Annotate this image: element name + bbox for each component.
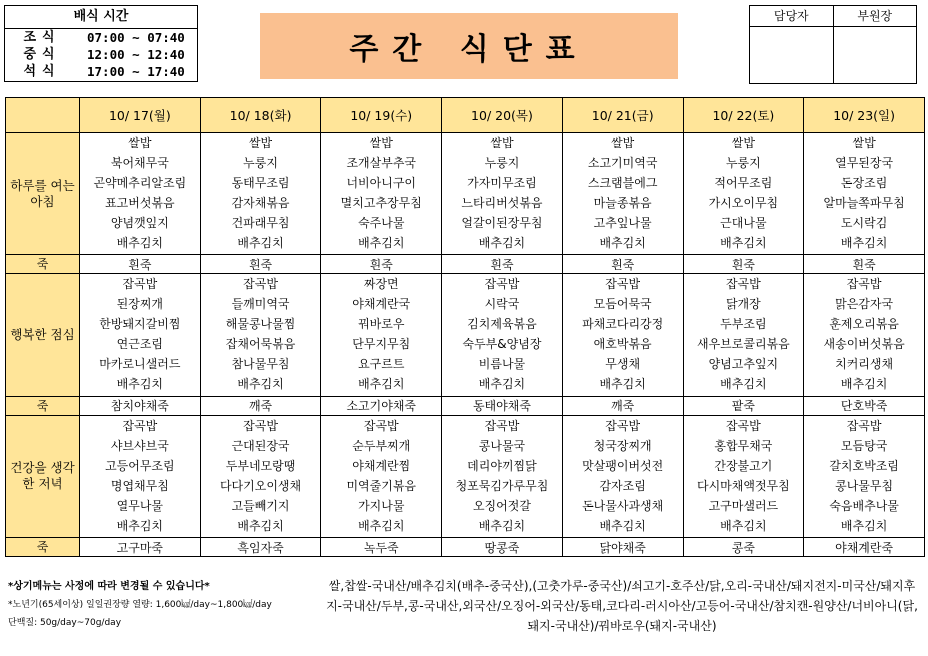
origin-info: 쌀,찹쌀-국내산/배추김치(배추-중국산),(고춧가루-중국산)/쇠고기-호주산/닭,오리-국내산/돼지전지-미국산/돼지후지-국내산/두부,콩-국내산,외국산/오징어-외국산/동태,코다리-러시아산/고등어-국내산/참치캔-원양산/너비아니(닭,돼지-국내산)/꿔바로우(돼지-국내산) xyxy=(326,579,918,633)
dish-item: 배추김치 xyxy=(720,518,767,533)
meal-time-row-breakfast xyxy=(5,29,197,46)
meal-label-lunch: 행복한 점심 xyxy=(6,274,80,396)
dish-item: 조개살부추국 xyxy=(346,156,417,170)
dish-item: 두부네모랑땡 xyxy=(225,458,296,473)
dish-item: 너비아니구이 xyxy=(346,176,417,190)
notes xyxy=(8,578,318,632)
dish-item: 알마늘쪽파무침 xyxy=(823,196,905,210)
day-header: 10/ 20(목) xyxy=(442,98,563,133)
corner-cell xyxy=(6,98,80,133)
dish-item: 감자조림 xyxy=(599,478,646,493)
dish-item: 배추김치 xyxy=(840,518,888,533)
meal-cell xyxy=(200,415,321,537)
meal-cell xyxy=(80,415,201,537)
meal-time-label: 중식 xyxy=(23,47,61,62)
meal-cell xyxy=(200,274,321,396)
dish-item: 양념고추잎지 xyxy=(708,357,779,372)
day-header: 10/ 19(수) xyxy=(321,98,442,133)
dish-item: 잡곡밥 xyxy=(243,418,278,433)
meal-time-label: 조식 xyxy=(23,30,61,45)
dish-item: 청국장찌개 xyxy=(593,438,652,453)
dish-item: 무생채 xyxy=(605,357,641,372)
dish-item: 얼갈이된장무침 xyxy=(461,216,543,230)
day-header-row xyxy=(6,98,925,133)
dish-item: 마늘종볶음 xyxy=(593,196,652,210)
dish-item: 배추김치 xyxy=(840,236,888,250)
dish-item: 파채코다리강정 xyxy=(582,317,664,332)
porridge-cell: 동태야채죽 xyxy=(442,396,563,415)
porridge-label: 죽 xyxy=(6,538,80,557)
dish-item: 열무나물 xyxy=(116,498,164,513)
day-header: 10/ 22(토) xyxy=(683,98,804,133)
dish-item: 배추김치 xyxy=(116,236,164,250)
dish-item: 다다기오이생채 xyxy=(219,478,302,493)
dish-item: 배추김치 xyxy=(478,236,526,250)
approval-manager-label: 담당자 xyxy=(750,6,833,27)
dish-item: 콩나물국 xyxy=(478,438,526,453)
dish-item: 쌀밥 xyxy=(852,136,876,150)
dish-item: 명엽채무침 xyxy=(110,478,169,493)
porridge-cell: 흰죽 xyxy=(80,255,201,274)
dish-item: 맑은감자국 xyxy=(835,297,894,312)
dish-item: 간장불고기 xyxy=(714,458,773,473)
meal-cell xyxy=(683,415,804,537)
dish-item: 잡곡밥 xyxy=(363,418,399,433)
dish-item: 배추김치 xyxy=(720,377,767,392)
day-header: 10/ 17(월) xyxy=(80,98,201,133)
dish-item: 고구마샐러드 xyxy=(708,498,779,513)
meal-cell xyxy=(804,133,925,255)
dish-item: 잡곡밥 xyxy=(725,418,761,433)
meal-cell xyxy=(562,415,683,537)
dish-item: 미역줄기볶음 xyxy=(346,478,417,493)
approval-manager-column xyxy=(750,6,833,83)
dish-item: 도시락김 xyxy=(840,216,888,230)
porridge-row-breakfast xyxy=(6,255,925,274)
meal-label-dinner: 건강을 생각한 저녁 xyxy=(6,415,80,537)
dish-item: 꿔바로우 xyxy=(358,317,405,332)
dish-item: 배추김치 xyxy=(358,377,405,392)
dish-item: 느타리버섯볶음 xyxy=(461,196,543,210)
meal-cell xyxy=(321,415,442,537)
dish-item: 배추김치 xyxy=(358,518,405,533)
dish-item: 모듬어묵국 xyxy=(593,297,652,312)
dish-item: 근대나물 xyxy=(720,216,767,230)
meal-cell xyxy=(804,415,925,537)
dish-item: 참나물무침 xyxy=(231,357,290,372)
dish-item: 쌀밥 xyxy=(490,136,514,150)
porridge-cell: 흰죽 xyxy=(200,255,321,274)
dish-item: 연근조림 xyxy=(116,337,164,352)
dish-item: 가자미무조림 xyxy=(467,176,537,190)
dish-item: 잡곡밥 xyxy=(243,277,278,292)
dish-item: 숙음배추나물 xyxy=(829,498,899,513)
porridge-cell: 단호박죽 xyxy=(804,396,925,415)
dish-item: 배추김치 xyxy=(720,236,767,250)
dish-item: 새송이버섯볶음 xyxy=(823,337,905,352)
dish-item: 잡채어묵볶음 xyxy=(225,337,296,352)
dish-item: 배추김치 xyxy=(116,377,164,392)
dish-item: 잡곡밥 xyxy=(605,418,641,433)
porridge-cell: 깨죽 xyxy=(200,396,321,415)
meal-row-breakfast xyxy=(6,133,925,255)
porridge-cell: 흰죽 xyxy=(442,255,563,274)
dish-item: 배추김치 xyxy=(599,518,646,533)
dish-item: 마카로니샐러드 xyxy=(99,357,181,372)
dish-item: 북어채무국 xyxy=(110,156,169,170)
dish-item: 맛살팽이버섯전 xyxy=(582,458,664,473)
dish-item: 청포묵김가루무침 xyxy=(455,478,549,493)
dish-item: 단무지무침 xyxy=(352,337,411,352)
meal-cell xyxy=(804,274,925,396)
dish-item: 쌀밥 xyxy=(369,136,393,150)
notes-change-notice: *상기메뉴는 사정에 따라 변경될 수 있습니다* xyxy=(8,581,210,592)
dish-item: 오징어젓갈 xyxy=(472,498,531,513)
weekly-menu-table xyxy=(5,97,925,557)
meal-time-value: 07:00 ~ 07:40 xyxy=(87,30,185,45)
dish-item: 다시마채액젓무침 xyxy=(696,478,790,493)
notes-protein-recommendation: 단백질: 50g/day~70g/day xyxy=(8,618,122,628)
dish-item: 해물콩나물찜 xyxy=(225,317,296,332)
meal-cell xyxy=(321,133,442,255)
dish-item: 치커리생채 xyxy=(835,357,894,372)
dish-item: 양념깻잎지 xyxy=(110,216,169,230)
dish-item: 가시오이무침 xyxy=(708,196,779,210)
meal-cell xyxy=(683,274,804,396)
day-header: 10/ 18(화) xyxy=(200,98,321,133)
meal-time-label: 석식 xyxy=(23,64,61,79)
day-header: 10/ 21(금) xyxy=(562,98,683,133)
dish-item: 순두부찌개 xyxy=(352,438,411,453)
dish-item: 배추김치 xyxy=(116,518,164,533)
porridge-cell: 깨죽 xyxy=(562,396,683,415)
porridge-cell: 소고기야채죽 xyxy=(321,396,442,415)
dish-item: 잡곡밥 xyxy=(484,418,520,433)
dish-item: 고등어무조림 xyxy=(105,458,175,473)
dish-item: 잡곡밥 xyxy=(605,277,641,292)
meal-row-lunch xyxy=(6,274,925,396)
dish-item: 스크램블에그 xyxy=(587,176,658,190)
meal-cell xyxy=(442,415,563,537)
dish-item: 잡곡밥 xyxy=(122,277,158,292)
dish-item: 배추김치 xyxy=(237,518,284,533)
dish-item: 모듬탕국 xyxy=(840,438,888,453)
dish-item: 배추김치 xyxy=(840,377,888,392)
dish-item: 열무된장국 xyxy=(835,156,894,170)
dish-item: 한방돼지갈비찜 xyxy=(99,317,181,332)
dish-item: 야채계란찜 xyxy=(352,458,411,473)
porridge-label: 죽 xyxy=(6,396,80,415)
porridge-cell: 흰죽 xyxy=(683,255,804,274)
day-header: 10/ 23(일) xyxy=(804,98,925,133)
dish-item: 쌀밥 xyxy=(128,136,152,150)
dish-item: 훈제오리볶음 xyxy=(829,317,899,332)
dish-item: 비름나물 xyxy=(478,357,526,372)
dish-item: 김치제육볶음 xyxy=(467,317,537,332)
meal-time-title: 배식 시간 xyxy=(5,6,197,29)
meal-cell xyxy=(80,274,201,396)
dish-item: 요구르트 xyxy=(358,357,405,372)
dish-item: 표고버섯볶음 xyxy=(105,196,175,210)
meal-row-dinner xyxy=(6,415,925,537)
dish-item: 고들빼기지 xyxy=(231,498,290,513)
dish-item: 갈치호박조림 xyxy=(829,458,899,473)
dish-item: 숙두부&양념장 xyxy=(462,337,542,352)
approval-deputy-label: 부원장 xyxy=(834,6,917,27)
dish-item: 두부조림 xyxy=(720,317,767,332)
dish-item: 콩나물무침 xyxy=(835,478,894,493)
porridge-cell: 야채계란죽 xyxy=(804,538,925,557)
dish-item: 된장찌개 xyxy=(116,297,164,312)
meal-label-breakfast: 하루를 여는 아침 xyxy=(6,133,80,255)
dish-item: 배추김치 xyxy=(599,236,646,250)
meal-time-row-lunch xyxy=(5,46,197,63)
dish-item: 돈장조림 xyxy=(840,176,888,190)
dish-item: 들깨미역국 xyxy=(231,297,290,312)
dish-item: 적어무조림 xyxy=(714,176,773,190)
porridge-cell: 콩죽 xyxy=(683,538,804,557)
dish-item: 돈나물사과생채 xyxy=(582,498,664,513)
dish-item: 동태무조림 xyxy=(231,176,290,190)
dish-item: 잡곡밥 xyxy=(846,277,882,292)
dish-item: 홍합무채국 xyxy=(714,438,773,453)
dish-item: 배추김치 xyxy=(599,377,646,392)
meal-cell xyxy=(562,274,683,396)
meal-cell xyxy=(321,274,442,396)
dish-item: 샤브샤브국 xyxy=(110,438,169,453)
notes-calorie-recommendation: *노년기(65세이상) 일일권장량 열량: 1,600㎉/day~1,800㎉/day xyxy=(8,600,272,610)
porridge-row-lunch xyxy=(6,396,925,415)
dish-item: 데리야끼찜닭 xyxy=(467,458,537,473)
meal-cell xyxy=(200,133,321,255)
porridge-row-dinner xyxy=(6,538,925,557)
dish-item: 짜장면 xyxy=(363,277,399,292)
porridge-cell: 흰죽 xyxy=(804,255,925,274)
dish-item: 잡곡밥 xyxy=(846,418,882,433)
meal-cell xyxy=(80,133,201,255)
dish-item: 멸치고추장무침 xyxy=(340,196,422,210)
dish-item: 시락국 xyxy=(484,297,520,312)
porridge-cell: 녹두죽 xyxy=(321,538,442,557)
meal-time-box xyxy=(4,5,198,82)
dish-item: 닭개장 xyxy=(725,297,761,312)
dish-item: 누룽지 xyxy=(243,156,278,170)
dish-item: 잡곡밥 xyxy=(484,277,520,292)
meal-time-row-dinner xyxy=(5,63,197,80)
meal-cell xyxy=(442,274,563,396)
dish-item: 잡곡밥 xyxy=(725,277,761,292)
dish-item: 잡곡밥 xyxy=(122,418,158,433)
approval-deputy-column xyxy=(833,6,917,83)
dish-item: 소고기미역국 xyxy=(587,156,658,170)
meal-cell xyxy=(562,133,683,255)
approval-box xyxy=(749,5,917,84)
page-title: 주간 식단표 xyxy=(260,13,678,79)
meal-cell xyxy=(683,133,804,255)
porridge-cell: 땅콩죽 xyxy=(442,538,563,557)
porridge-cell: 고구마죽 xyxy=(80,538,201,557)
porridge-cell: 팥죽 xyxy=(683,396,804,415)
dish-item: 곤약메추리알조림 xyxy=(93,176,187,190)
dish-item: 근대된장국 xyxy=(231,438,290,453)
dish-item: 배추김치 xyxy=(358,236,405,250)
dish-item: 야채계란국 xyxy=(352,297,411,312)
meal-cell xyxy=(442,133,563,255)
dish-item: 누룽지 xyxy=(725,156,761,170)
dish-item: 배추김치 xyxy=(237,377,284,392)
porridge-cell: 닭야채죽 xyxy=(562,538,683,557)
dish-item: 애호박볶음 xyxy=(593,337,652,352)
porridge-label: 죽 xyxy=(6,255,80,274)
dish-item: 쌀밥 xyxy=(611,136,635,150)
porridge-cell: 참치야채죽 xyxy=(80,396,201,415)
meal-time-value: 17:00 ~ 17:40 xyxy=(87,64,185,79)
dish-item: 배추김치 xyxy=(478,377,526,392)
dish-item: 감자채볶음 xyxy=(231,196,290,210)
meal-time-value: 12:00 ~ 12:40 xyxy=(87,47,185,62)
menu-body xyxy=(6,98,925,557)
dish-item: 가지나물 xyxy=(358,498,405,513)
dish-item: 새우브로콜리볶음 xyxy=(696,337,790,352)
dish-item: 누룽지 xyxy=(484,156,520,170)
dish-item: 고추잎나물 xyxy=(593,216,652,230)
dish-item: 숙주나물 xyxy=(358,216,405,230)
dish-item: 건파래무침 xyxy=(231,216,290,230)
dish-item: 쌀밥 xyxy=(731,136,755,150)
dish-item: 배추김치 xyxy=(478,518,526,533)
porridge-cell: 흑임자죽 xyxy=(200,538,321,557)
porridge-cell: 흰죽 xyxy=(562,255,683,274)
porridge-cell: 흰죽 xyxy=(321,255,442,274)
dish-item: 배추김치 xyxy=(237,236,284,250)
dish-item: 쌀밥 xyxy=(248,136,273,150)
